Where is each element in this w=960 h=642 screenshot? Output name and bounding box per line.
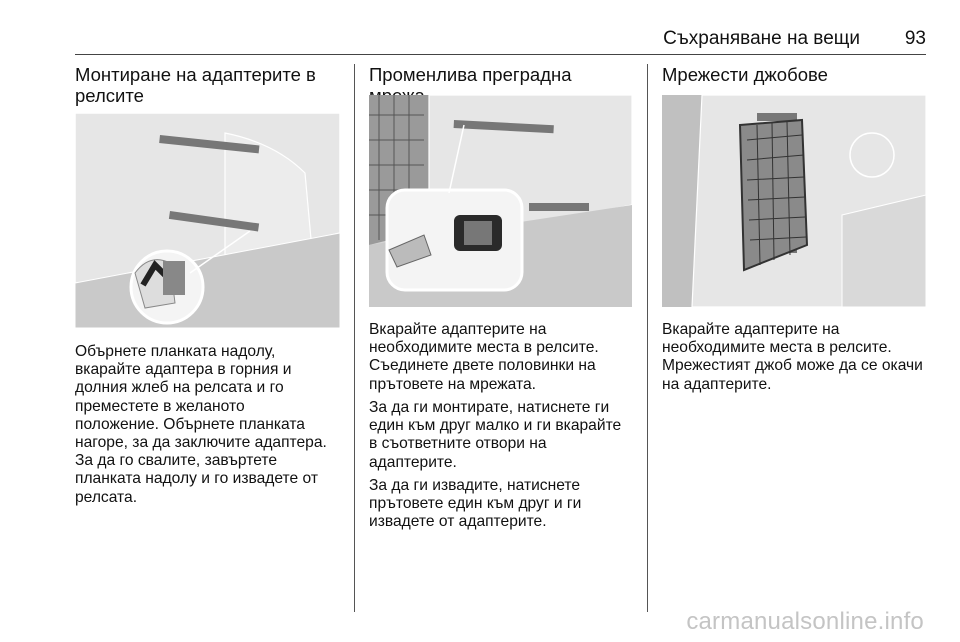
watermark: carmanualsonline.info xyxy=(686,608,924,635)
heading-partition-net: Променлива преградна xyxy=(369,64,572,85)
paragraph-net-pockets-1: Вкарайте адаптерите на необходимите места в релсите. Мрежестият джоб може да се окачи на адаптерите. xyxy=(662,321,923,393)
net-pocket-illustration xyxy=(662,95,926,307)
page-number: 93 xyxy=(904,28,926,49)
section-title: Съхраняване на вещи xyxy=(663,28,860,49)
paragraph-adapters-1: Обърнете планката надолу, вкарайте адаптера в горния и долния жлеб на релсата и го преместете в желаното положение. Обърнете планката нагоре, за да заключите адаптера. За да го свалите, завъртете планката надолу и го извадете от релсата. xyxy=(75,343,327,506)
figure-net-pocket xyxy=(662,95,926,307)
heading-net-pockets: Мрежести джобове xyxy=(662,64,828,85)
column-net-pockets xyxy=(662,64,926,85)
paragraph-partition-net-2: За да ги монтирате, натиснете ги един към друг малко и ги вкарайте в съответните отвори на адаптерите. xyxy=(369,399,622,471)
figure-adapter-mounting xyxy=(75,113,340,328)
trunk-rail-illustration xyxy=(75,113,340,328)
paragraph-partition-net-3: За да ги извадите, натиснете прътовете един към друг и ги извадете от адаптерите. xyxy=(369,477,582,531)
column-divider xyxy=(354,64,355,612)
paragraph-partition-net-1: Вкарайте адаптерите на необходимите места в релсите. Съединете двете половинки на прътовете на мрежата. xyxy=(369,321,599,393)
partition-net-illustration xyxy=(369,95,632,307)
heading-adapters: Монтиране на адаптерите в релсите xyxy=(75,64,316,106)
figure-partition-net xyxy=(369,95,632,307)
column-divider xyxy=(647,64,648,612)
column-adapters xyxy=(75,64,340,106)
page-header xyxy=(75,24,926,55)
